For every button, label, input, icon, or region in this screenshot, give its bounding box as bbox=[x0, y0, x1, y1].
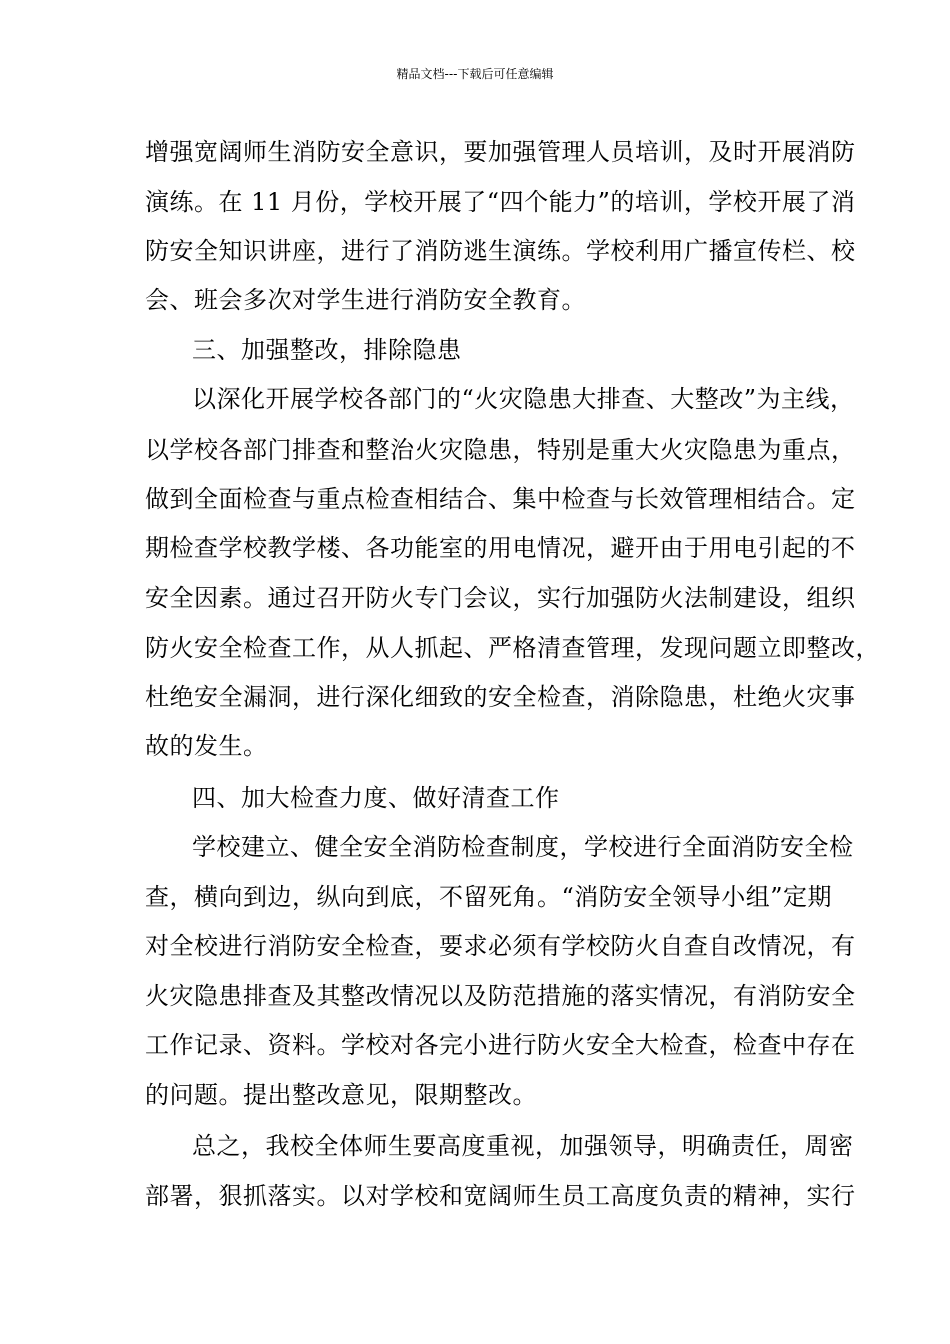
body-line: 会、班会多次对学生进行消防安全教育。 bbox=[145, 286, 586, 314]
body-line: 以深化开展学校各部门的“火灾隐患大排查、大整改”为主线， bbox=[192, 385, 855, 413]
body-line: 故的发生。 bbox=[145, 732, 268, 760]
body-line: 以学校各部门排查和整治火灾隐患，特别是重大火灾隐患为重点， bbox=[145, 436, 856, 464]
body-line: 对全校进行消防安全检查，要求必须有学校防火自查自改情况，有 bbox=[145, 932, 856, 960]
body-line: 做到全面检查与重点检查相结合、集中检查与长效管理相结合。定 bbox=[145, 485, 856, 513]
body-line: 演练。在 11 月份，学校开展了“四个能力”的培训，学校开展了消 bbox=[145, 188, 856, 216]
body-line: 学校建立、健全安全消防检查制度，学校进行全面消防安全检 bbox=[192, 833, 854, 861]
body-line: 工作记录、资料。学校对各完小进行防火安全大检查，检查中存在 bbox=[145, 1031, 856, 1059]
body-line: 火灾隐患排查及其整改情况以及防范措施的落实情况，有消防安全 bbox=[145, 982, 856, 1010]
body-line: 安全因素。通过召开防火专门会议，实行加强防火法制建设，组织 bbox=[145, 584, 856, 612]
section-heading: 四、加大检查力度、做好清查工作 bbox=[192, 784, 560, 812]
body-line: 的问题。提出整改意见，限期整改。 bbox=[145, 1081, 537, 1109]
section-heading: 三、加强整改，排除隐患 bbox=[192, 336, 462, 364]
body-line: 期检查学校教学楼、各功能室的用电情况，避开由于用电引起的不 bbox=[145, 534, 856, 562]
body-line: 总之，我校全体师生要高度重视，加强领导，明确责任，周密 bbox=[192, 1132, 854, 1160]
body-line: 增强宽阔师生消防安全意识，要加强管理人员培训，及时开展消防 bbox=[145, 138, 856, 166]
body-line: 防火安全检查工作，从人抓起、严格清查管理，发现问题立即整改， bbox=[145, 634, 880, 662]
body-line: 查，横向到边，纵向到底，不留死角。“消防安全领导小组”定期 bbox=[145, 883, 833, 911]
body-line: 杜绝安全漏洞，进行深化细致的安全检查，消除隐患，杜绝火灾事 bbox=[145, 683, 856, 711]
body-line: 部署，狠抓落实。以对学校和宽阔师生员工高度负责的精神，实行 bbox=[145, 1182, 856, 1210]
body-line: 防安全知识讲座，进行了消防逃生演练。学校利用广播宣传栏、校 bbox=[145, 237, 856, 265]
page-header: 精品文档---下载后可任意编辑 bbox=[396, 67, 554, 81]
